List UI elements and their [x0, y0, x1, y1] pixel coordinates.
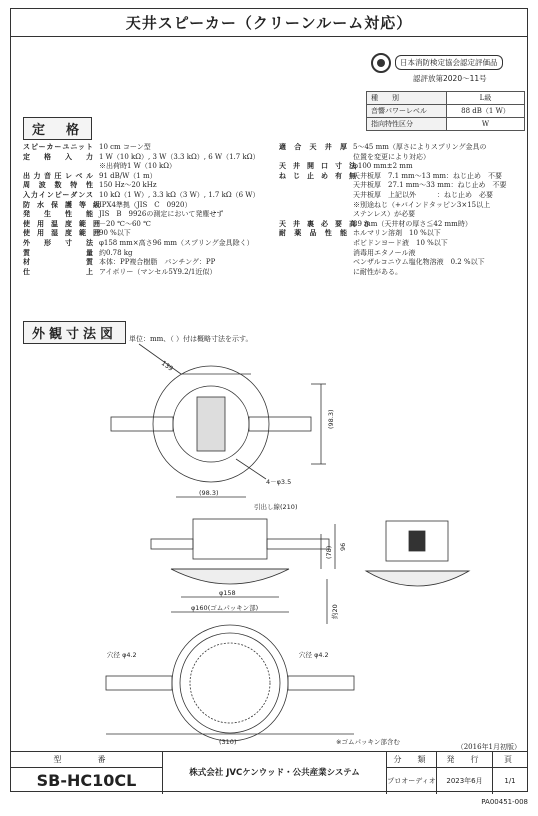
- certification-label: 日本消防検定協会認定評価品: [395, 55, 503, 70]
- dim-label-983: (98.3): [327, 409, 335, 429]
- section-heading-spec: 定 格: [23, 117, 92, 140]
- dim-label-96: 96: [339, 542, 347, 551]
- spec-value: 本体：PP複合樹脂 パンチング：PP: [99, 258, 216, 267]
- spec-value: ステンレス）が必要: [353, 210, 416, 219]
- bottom-view-bracket-left: [106, 676, 172, 690]
- spec-value: ベンザルコニウム塩化物溶液 0.2 %以下: [353, 258, 485, 267]
- spec-label: 天 井 裏 必 要 高 さ: [279, 219, 370, 228]
- right-view-flange: [366, 571, 469, 586]
- top-view-bracket-left: [111, 417, 173, 431]
- spec-label: ね じ 止 め 有 無: [279, 171, 356, 180]
- spec-value: 5～45 mm（厚さによりスプリング金具の: [353, 143, 487, 151]
- spec-label: 出力音圧レベル: [23, 171, 93, 180]
- spec-value: 89 mm（天井材の厚さ≦42 mm時）: [353, 219, 472, 228]
- spec-value: －20 ℃～60 ℃: [99, 219, 151, 228]
- side-view-bracket-right: [267, 539, 329, 549]
- spec-value: 消毒用エタノール液: [353, 248, 416, 257]
- table-cell: 種 別: [367, 92, 447, 105]
- spec-value: 90 %以下: [99, 229, 131, 238]
- spec-label: 入力インピーダンス: [23, 190, 93, 199]
- spec-label: 適 合 天 井 厚: [279, 143, 347, 151]
- top-view-terminal: [197, 397, 225, 451]
- spec-value: IPX4準拠（JIS C 0920）: [99, 200, 192, 209]
- spec-value: 91 dB/W（1 m）: [99, 171, 157, 180]
- class-value: プロオーディオ: [387, 768, 437, 794]
- page-title: 天井スピーカー（クリーンルーム対応）: [11, 9, 527, 37]
- dim-label-139: 139: [159, 359, 175, 373]
- top-view-bracket-right: [249, 417, 311, 431]
- table-cell: 音響パワーレベル: [367, 105, 447, 118]
- dim-label-160: φ160(ゴムパッキン部): [191, 604, 259, 612]
- certification-number: 認評放第2020～11号: [413, 74, 487, 83]
- spec-label: 使 用 湿 度 範 囲: [23, 229, 100, 238]
- spec-value: 位置を変更により対応）: [353, 152, 430, 161]
- spec-label: 天 井 開 口 寸 法: [279, 162, 356, 171]
- bottom-view-bracket-right: [288, 676, 354, 690]
- spec-label: 耐 薬 品 性 能: [279, 229, 347, 238]
- dim-label-lead: 引出し線(210): [254, 503, 298, 511]
- spec-value: 150 Hz～20 kHz: [99, 181, 157, 190]
- bottom-view-grille: [190, 643, 270, 723]
- dim-line-139: [139, 344, 181, 374]
- side-view-bracket-left: [151, 539, 193, 549]
- spec-value: φ100 mm±2 mm: [353, 162, 413, 171]
- spec-value: 天井板厚 7.1 mm～13 mm：ねじ止め 不要: [353, 171, 503, 180]
- spec-value: に耐性がある。: [353, 267, 402, 276]
- right-view-terminal: [409, 531, 425, 551]
- dim-label-hole-right: 穴径 φ4.2: [299, 651, 329, 659]
- dim-label-20: 約20: [331, 604, 339, 619]
- footer: [11, 751, 527, 793]
- spec-value: φ158 mm×高さ96 mm（スプリング金具除く）: [99, 238, 254, 247]
- spec-value: 天井板厚 27.1 mm～33 mm：ねじ止め 不要: [353, 181, 507, 190]
- dim-label-310: (310): [219, 738, 237, 746]
- company-name: 株式会社 JVCケンウッド・公共産業システム: [163, 752, 387, 794]
- spec-value: 天井板厚 上記以外 ：ねじ止め 必要: [353, 190, 493, 199]
- table-cell: L級: [447, 92, 525, 105]
- spec-value: アイボリー（マンセル5Y9.2/1近似）: [99, 267, 217, 276]
- side-view-flange: [171, 569, 289, 584]
- dim-label-983b: (98.3): [199, 489, 219, 497]
- spec-value: 10 cm コーン型: [99, 143, 151, 151]
- spec-value: JIS B 9926の測定において発塵せず: [99, 210, 224, 219]
- side-view-body: [193, 519, 267, 559]
- spec-value: ※別途ねじ（+バインドタッピン3×15以上: [353, 200, 491, 209]
- spec-label: 仕 上: [23, 267, 93, 276]
- spec-label: 外 形 寸 法: [23, 238, 93, 247]
- spec-label: 材 質: [23, 258, 93, 267]
- section-heading-dims: 外観寸法図: [23, 321, 126, 344]
- bottom-view-flange: [172, 625, 288, 741]
- spec-label: 発 生 性 能: [23, 210, 93, 219]
- spec-label: スピーカーユニット: [23, 143, 93, 151]
- model-label: 型 番: [11, 752, 163, 768]
- table-cell: 88 dB（1 W）: [447, 105, 525, 118]
- page-label: 頁: [493, 752, 527, 768]
- edition-date: （2016年1月初版）: [456, 743, 521, 751]
- issue-label: 発 行: [437, 752, 493, 768]
- spec-value: ホルマリン溶剤 10 %以下: [353, 229, 441, 238]
- spec-value: ポビドンヨード液 10 %以下: [353, 238, 448, 247]
- page-value: 1/1: [504, 777, 516, 785]
- table-cell: 指向特性区分: [367, 118, 447, 131]
- spec-label: 使 用 温 度 範 囲: [23, 219, 100, 228]
- spec-value: 10 kΩ（1 W）, 3.3 kΩ（3 W）, 1.7 kΩ（6 W）: [99, 190, 260, 199]
- dimension-drawing: [11, 9, 527, 751]
- spec-label: 質 量: [23, 248, 93, 257]
- spec-value: 1 W（10 kΩ）, 3 W（3.3 kΩ）, 6 W（1.7 kΩ）: [99, 152, 260, 161]
- class-label: 分 類: [387, 752, 437, 768]
- dim-label-rubber: ※ゴムパッキン部含む: [336, 738, 400, 746]
- dim-label-holes: 4－φ3.5: [266, 478, 292, 486]
- dim-label-hole-left: 穴径 φ4.2: [107, 651, 137, 659]
- spec-label: 防 水 保 護 等 級: [23, 200, 100, 209]
- spec-value: 約0.78 kg: [99, 248, 133, 257]
- spec-label: 定 格 入 力: [23, 152, 93, 161]
- table-cell: W: [447, 118, 525, 131]
- spec-value: ※出荷時1 W（10 kΩ）: [99, 162, 177, 171]
- dim-label-78: (78): [325, 545, 333, 559]
- dims-note: 単位：mm、（ ）付は概略寸法を示す。: [129, 335, 253, 343]
- spec-sheet: [10, 8, 528, 792]
- dim-label-158: φ158: [219, 589, 236, 597]
- spec-label: 周 波 数 特 性: [23, 181, 93, 190]
- issue-value: 2023年6月: [437, 768, 493, 794]
- model-number: SB-HC10CL: [11, 768, 163, 794]
- document-number: PA00451-008: [481, 798, 528, 806]
